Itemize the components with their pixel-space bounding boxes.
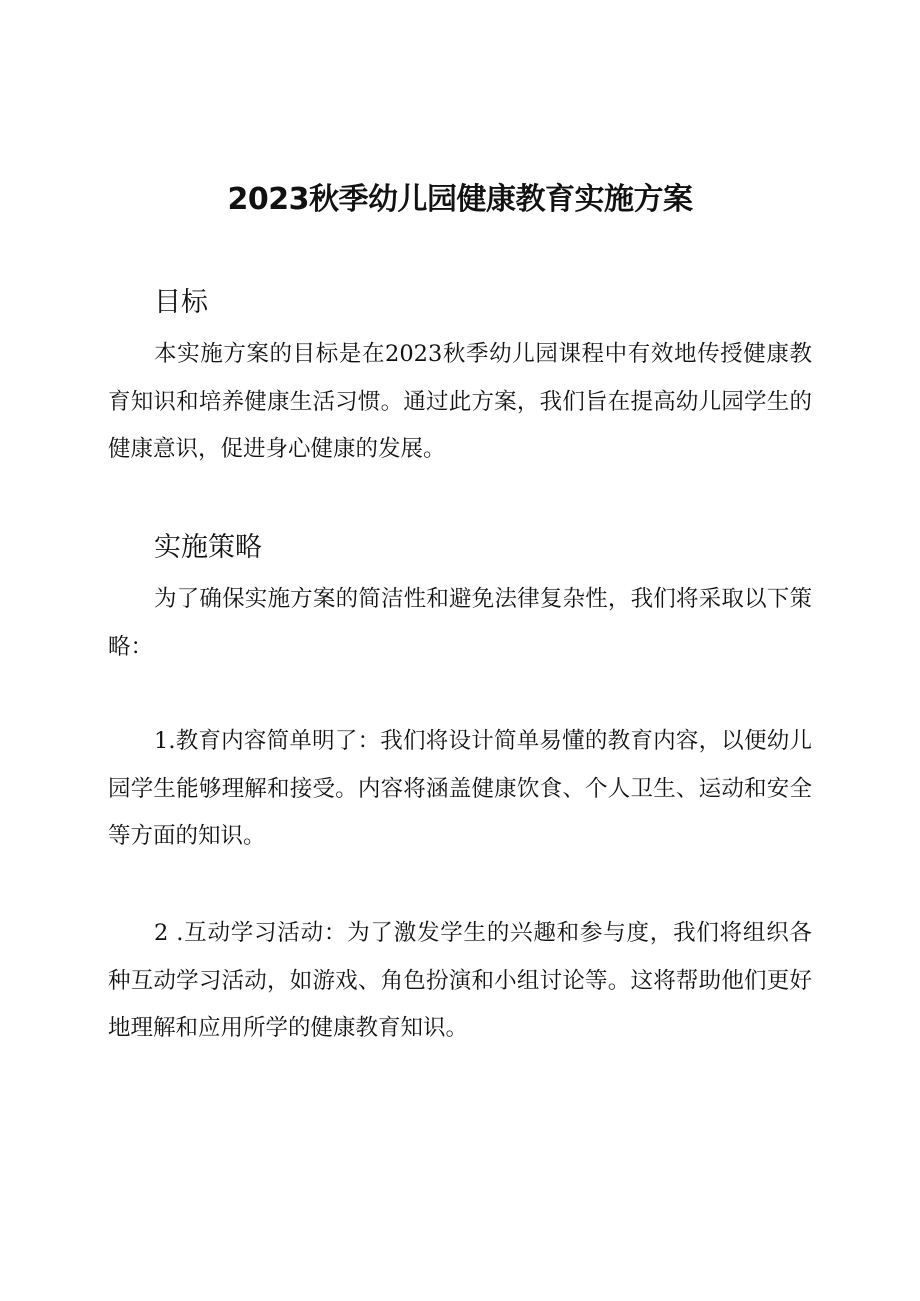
document-title: 2023秋季幼儿园健康教育实施方案 [227, 182, 693, 217]
strategy-item-2: 2 .互动学习活动：为了激发学生的兴趣和参与度，我们将组织各种互动学习活动，如游戏、角色扮演和小组讨论等。这将帮助他们更好地理解和应用所学的健康教育知识。 [108, 920, 812, 1041]
goal-paragraph: 本实施方案的目标是在2023秋季幼儿园课程中有效地传授健康教育知识和培养健康生活习惯。通过此方案，我们旨在提高幼儿园学生的健康意识，促进身心健康的发展。 [108, 341, 812, 462]
section-heading-goal: 目标 [154, 287, 208, 318]
strategy-item-1: 1.教育内容简单明了：我们将设计简单易懂的教育内容，以便幼儿园学生能够理解和接受。内容将涵盖健康饮食、个人卫生、运动和安全等方面的知识。 [108, 728, 812, 849]
section-heading-strategy: 实施策略 [154, 532, 262, 563]
strategy-intro-paragraph: 为了确保实施方案的简洁性和避免法律复杂性，我们将采取以下策略： [108, 586, 812, 660]
